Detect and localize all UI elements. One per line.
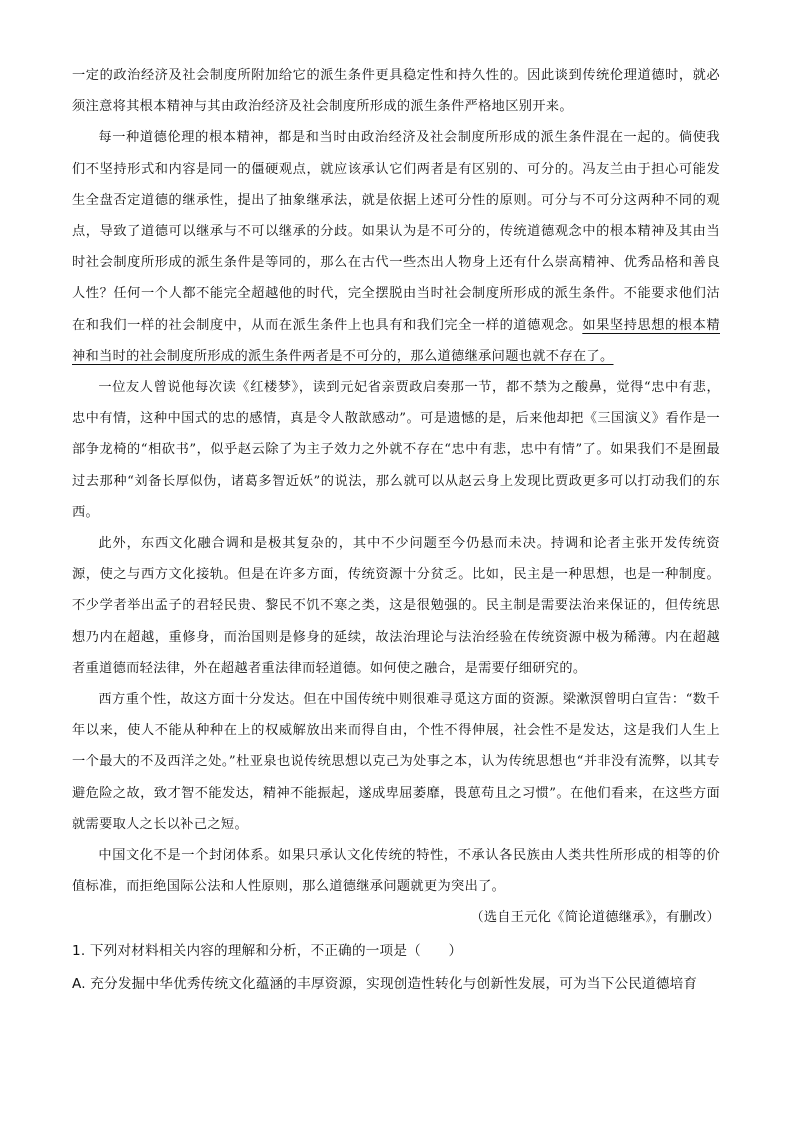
paragraph-5: 西方重个性，故这方面十分发达。但在中国传统中则很难寻觅这方面的资源。梁漱溟曾明白宣告：“数千年以来，使人不能从种种在上的权威解放出来而得自由，个性不得伸展，社会性不是发达，这是我们人生上一个最大的不及西洋之处。”杜亚泉也说传统思想以克己为处事之本，认为传统思想也“并非没有流弊，以其专避危险之故，致才智不能发达，精神不能振起，遂成卑屈萎靡，畏葸苟且之习惯”。在他们看来，在这些方面就需要取人之长以补己之短。 — [72, 692, 720, 832]
underlined-sentence: 如果坚持思想的根本精神和当时的社会制度所形成的派生条件两者是不可分的，那么道德继承问题也就不存在了。 — [72, 317, 720, 364]
option-a: A. 充分发掘中华优秀传统文化蕴涵的丰厚资源，实现创造性转化与创新性发展，可为当下公民道德培育 — [72, 975, 698, 992]
document-page — [72, 60, 720, 1000]
paragraph-3: 一位友人曾说他每次读《红楼梦》，读到元妃省亲贾政启奏那一节，都不禁为之酸鼻，觉得“忠中有悲，忠中有情，这种中国式的忠的感情，真是令人散歆感动”。可是遗憾的是，后来他却把《三国演义》看作是一部争龙椅的“相砍书”，似乎赵云除了为主子效力之外就不存在“忠中有悲，忠中有情”了。如果我们不是囿最过去那种“刘备长厚似伪，诸葛多智近妖”的说法，那么就可以从赵云身上发现比贾政更多可以打动我们的东西。 — [72, 380, 720, 520]
paragraph-2 — [72, 122, 720, 372]
paragraph-4: 此外，东西文化融合调和是极其复杂的，其中不少问题至今仍悬而未决。持调和论者主张开发传统资源，使之与西方文化接轨。但是在许多方面，传统资源十分贫乏。比如，民主是一种思想，也是一种制度。不少学者举出孟子的君轻民贵、黎民不饥不寒之类，这是很勉强的。民主制是需要法治来保证的，但传统思想乃内在超越，重修身，而治国则是修身的延续，故法治理论与法治经验在传统资源中极为稀薄。内在超越者重道德而轻法律，外在超越者重法律而轻道德。如何使之融合，是需要仔细研究的。 — [72, 536, 720, 676]
paragraph-6: 中国文化不是一个封闭体系。如果只承认文化传统的特性，不承认各民族由人类共性所形成的相等的价值标准，而拒绝国际公法和人性原则，那么道德继承问题就更为突出了。 — [72, 848, 720, 895]
paragraph-2-text: 每一种道德伦理的根本精神，都是和当时由政治经济及社会制度所形成的派生条件混在一起的。倘使我们不坚持形式和内容是同一的僵硬观点，就应该承认它们两者是有区别的、可分的。冯友兰由于担心可能发生全盘否定道德的继承性，提出了抽象继承法，就是依据上述可分性的原则。可分与不可分这两种不同的观点，导致了道德可以继承与不可以继承的分歧。如果认为是不可分的，传统道德观念中的根本精神及其由当时社会制度所形成的派生条件是等同的，那么在古代一些杰出人物身上还有什么崇高精神、优秀品格和善良人性？任何一个人都不能完全超越他的时代，完全摆脱由当时社会制度所形成的派生条件。不能要求他们沽在和我们一样的社会制度中，从而在派生条件上也具有和我们完全一样的道德观念。 — [72, 130, 720, 333]
source-citation: （选自王元化《简论道德继承》，有删改） — [470, 910, 720, 926]
paragraph-1: 一定的政治经济及社会制度所附加给它的派生条件更具稳定性和持久性的。因此谈到传统伦理道德时，就必须注意将其根本精神与其由政治经济及社会制度所形成的派生条件严格地区别开来。 — [72, 68, 720, 115]
question-stem: 1. 下列对材料相关内容的理解和分析，不正确的一项是（ ） — [72, 942, 463, 959]
